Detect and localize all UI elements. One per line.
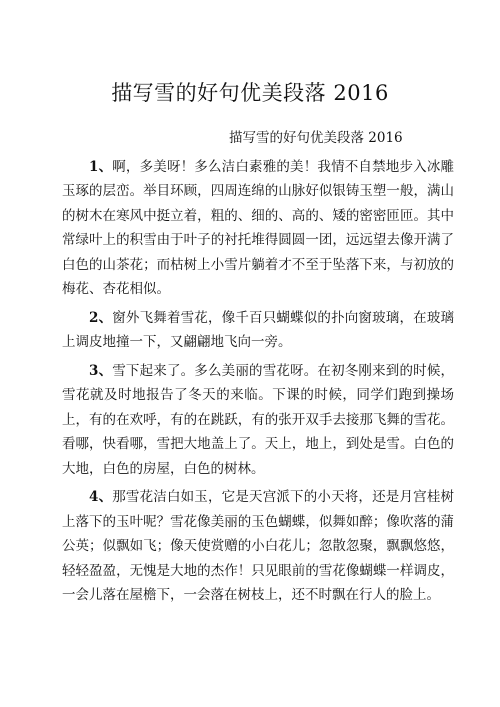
- paragraph-number: 4、: [89, 489, 113, 506]
- paragraph-text: 那雪花洁白如玉，它是天宫派下的小天将，还是月宫桂树上落下的玉叶呢？雪花像美丽的玉色蝴蝶，似舞如醉；像吹落的蒲公英；似飘如飞；像天使赏赠的小白花儿；忽散忽聚，飘飘悠悠，轻轻盈盈，无愧是大地的杰作！只见眼前的雪花像蝴蝶一样调皮，一会儿落在屋檐下，一会落在树枝上，还不时飘在行人的脸上。: [62, 489, 454, 604]
- paragraph-text: 雪下起来了。多么美丽的雪花呀。在初冬刚来到的时候，雪花就及时地报告了冬天的来临。下课的时候，同学们跑到操场上，有的在欢呼，有的在跳跃，有的张开双手去接那飞舞的雪花。看哪，快看哪，雪把大地盖上了。天上，地上，到处是雪。白色的大地，白色的房屋，白色的树林。: [62, 363, 454, 477]
- paragraph-number: 2、: [89, 309, 113, 326]
- paragraph-text: 啊，多美呀！多么洁白素雅的美！我情不自禁地步入冰雕玉琢的层峦。举目环顾，四周连绵的山脉好似银铸玉塑一般，满山的树木在寒风中挺立着，粗的、细的、高的、矮的密密匝匝。其中常绿叶上的积雪由于叶子的衬托堆得圆圆一团，远远望去像开满了白色的山茶花；而枯树上小雪片躺着才不至于坠落下来，与初放的梅花、杏花相似。: [62, 159, 454, 298]
- paragraph-2: [62, 306, 454, 355]
- document-body: [62, 155, 454, 612]
- paragraph-text: 窗外飞舞着雪花，像千百只蝴蝶似的扑向窗玻璃，在玻璃上调皮地撞一下，又翩翩地飞向一旁。: [62, 309, 454, 351]
- paragraph-number: 3、: [89, 363, 113, 380]
- document-title: 描写雪的好句优美段落 2016: [111, 81, 389, 106]
- paragraph-1: [62, 155, 454, 301]
- paragraph-4: [62, 485, 454, 607]
- paragraph-3: [62, 359, 454, 481]
- document-subtitle: 描写雪的好句优美段落 2016: [229, 130, 403, 146]
- paragraph-number: 1、: [89, 159, 113, 175]
